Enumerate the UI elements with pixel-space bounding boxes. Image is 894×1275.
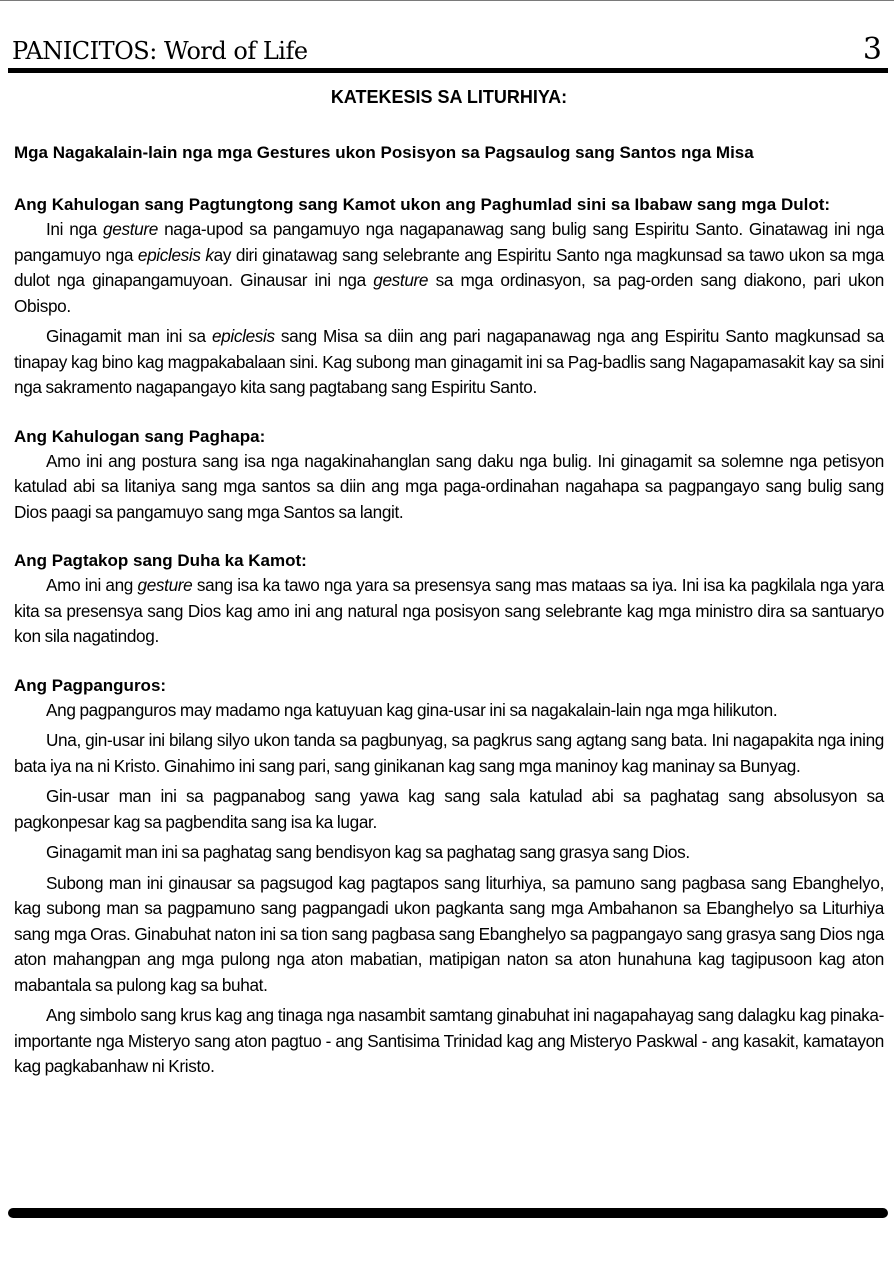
italic-term: gesture [103,219,158,239]
section-heading: Ang Pagtakop sang Duha ka Kamot: [14,551,307,570]
text-run: ay diri ginatawag sang selebrante ang Espiritu Santo nga magkunsad sa tawo ukon sa mga dulot nga ginapangamuyoan. Ginausar ini nga [14,244,884,290]
running-header-title: PANICITOS: Word of Life [12,37,308,65]
section-pagtungtong-sang-kamot [14,192,884,401]
text-run: Ginagamit man ini sa [46,326,212,346]
paragraph: Una, gin-usar ini bilang silyo ukon tanda sa pagbunyag, sa pagkrus sang agtang sang bata. Ini nagapakita nga ining bata iya na ni Kristo. Ginahimo ini sang pari, sang ginikanan kag sang mga maninoy kag maninay sa Bunyag. [14,730,884,776]
text-run: Ini nga [46,219,104,239]
italic-term: epiclesis [211,326,275,346]
section-pagpanguros [14,673,884,1080]
text-run: naga-upod sa pangamuyo nga nagapanawag sang bulig sang Espiritu Santo. Ginatawag ini nga pangamuyo nga [14,219,884,265]
paragraph: Ginagamit man ini sa paghatag sang bendisyon kag sa paghatag sang grasya sang Dios. [46,842,690,862]
main-title: KATEKESIS SA LITURHIYA: [330,87,568,107]
text-run: sa mga ordinasyon, sa pag-orden sang diakono, pari ukon Obispo. [14,270,884,316]
header-divider [8,68,888,73]
paragraph: Ang simbolo sang krus kag ang tinaga nga nasambit samtang ginabuhat ini nagapahayag sang dalagku kag pinaka-importante nga Misteryo sang aton pagtuo - ang Santisima Trinidad kag ang Misteryo Paskwal - ang kasakit, kamatayon kag pagkabanhaw ni Kristo. [14,1005,884,1076]
top-border-line [0,0,894,1]
section-paghapa [14,424,884,526]
page-content [14,82,884,1085]
section-heading: Ang Kahulogan sang Paghapa: [14,426,266,446]
paragraph: Subong man ini ginausar sa pagsugod kag pagtapos sang liturhiya, sa pamuno sang pagbasa sang Ebanghelyo, kag subong man sa pagpamuno sang pagpangadi ukon pagkanta sang mga Ambahanon sa Ebanghelyo sa Liturhiya sang mga Oras. Ginabuhat naton ini sa tion sang pagbasa sang Ebanghelyo sa pagpangayo sang grasya sang Dios nga aton mahangpan ang mga pulong nga aton mabatian, matipigan naton sa aton hunahuna kag tagipusoon kag aton mabantala sa pulong kag sa buhat. [14,872,884,995]
italic-term: gesture [373,270,429,290]
paragraph [14,573,884,650]
italic-term: epiclesis k [137,244,214,265]
paragraph: Ang pagpanguros may madamo nga katuyuan kag gina-usar ini sa nagakalain-lain nga mga hilikuton. [46,699,778,720]
section-pagtakop-sang-kamot [14,548,884,650]
paragraph: Gin-usar man ini sa pagpanabog sang yawa kag sang sala katulad abi sa paghatag sang absolusyon sa pagkonpesar kag sa pagbendita sang isa ka lugar. [14,786,884,832]
page-header [12,34,882,68]
text-run: sang Misa sa diin ang pari nagapanawag nga ang Espiritu Santo magkunsad sa tinapay kag bino kag magpakabalaan sini. Kag subong man ginagamit ini sa Pag-badlis sang Nagapamasakit kay sa sini nga sakramento nagapangayo kita sang pagtabang sang Espiritu Santo. [14,326,884,397]
text-run: sang isa ka tawo nga yara sa presensya sang mas mataas sa iya. Ini isa ka pagkilala nga yara kita sa presensya sang Dios kag amo ini ang natural nga posisyon sang selebrante kag mga ministro dira sa santuaryo kon sila nagatindog. [14,575,884,646]
italic-term: gesture [137,575,193,595]
text-run: Amo ini ang [46,575,138,595]
section-heading: Ang Pagpanguros: [14,675,167,695]
article-subtitle: Mga Nagakalain-lain nga mga Gestures ukon Posisyon sa Pagsaulog sang Santos nga Misa [14,143,754,162]
page-number: 3 [862,32,882,67]
section-heading: Ang Kahulogan sang Pagtungtong sang Kamot ukon ang Paghumlad sini sa Ibabaw sang mga Dulot: [14,195,831,214]
paragraph: Amo ini ang postura sang isa nga nagakinahanglan sang daku nga bulig. Ini ginagamit sa solemne nga petisyon katulad abi sa litaniya sang mga santos sa diin ang mga paga-ordinahan nagahapa sa pagpangayo sang bulig sang Dios paagi sa pangamuyo sang mga Santos sa langit. [14,450,884,522]
footer-divider [8,1208,888,1218]
paragraph [14,217,884,319]
paragraph [14,324,884,401]
